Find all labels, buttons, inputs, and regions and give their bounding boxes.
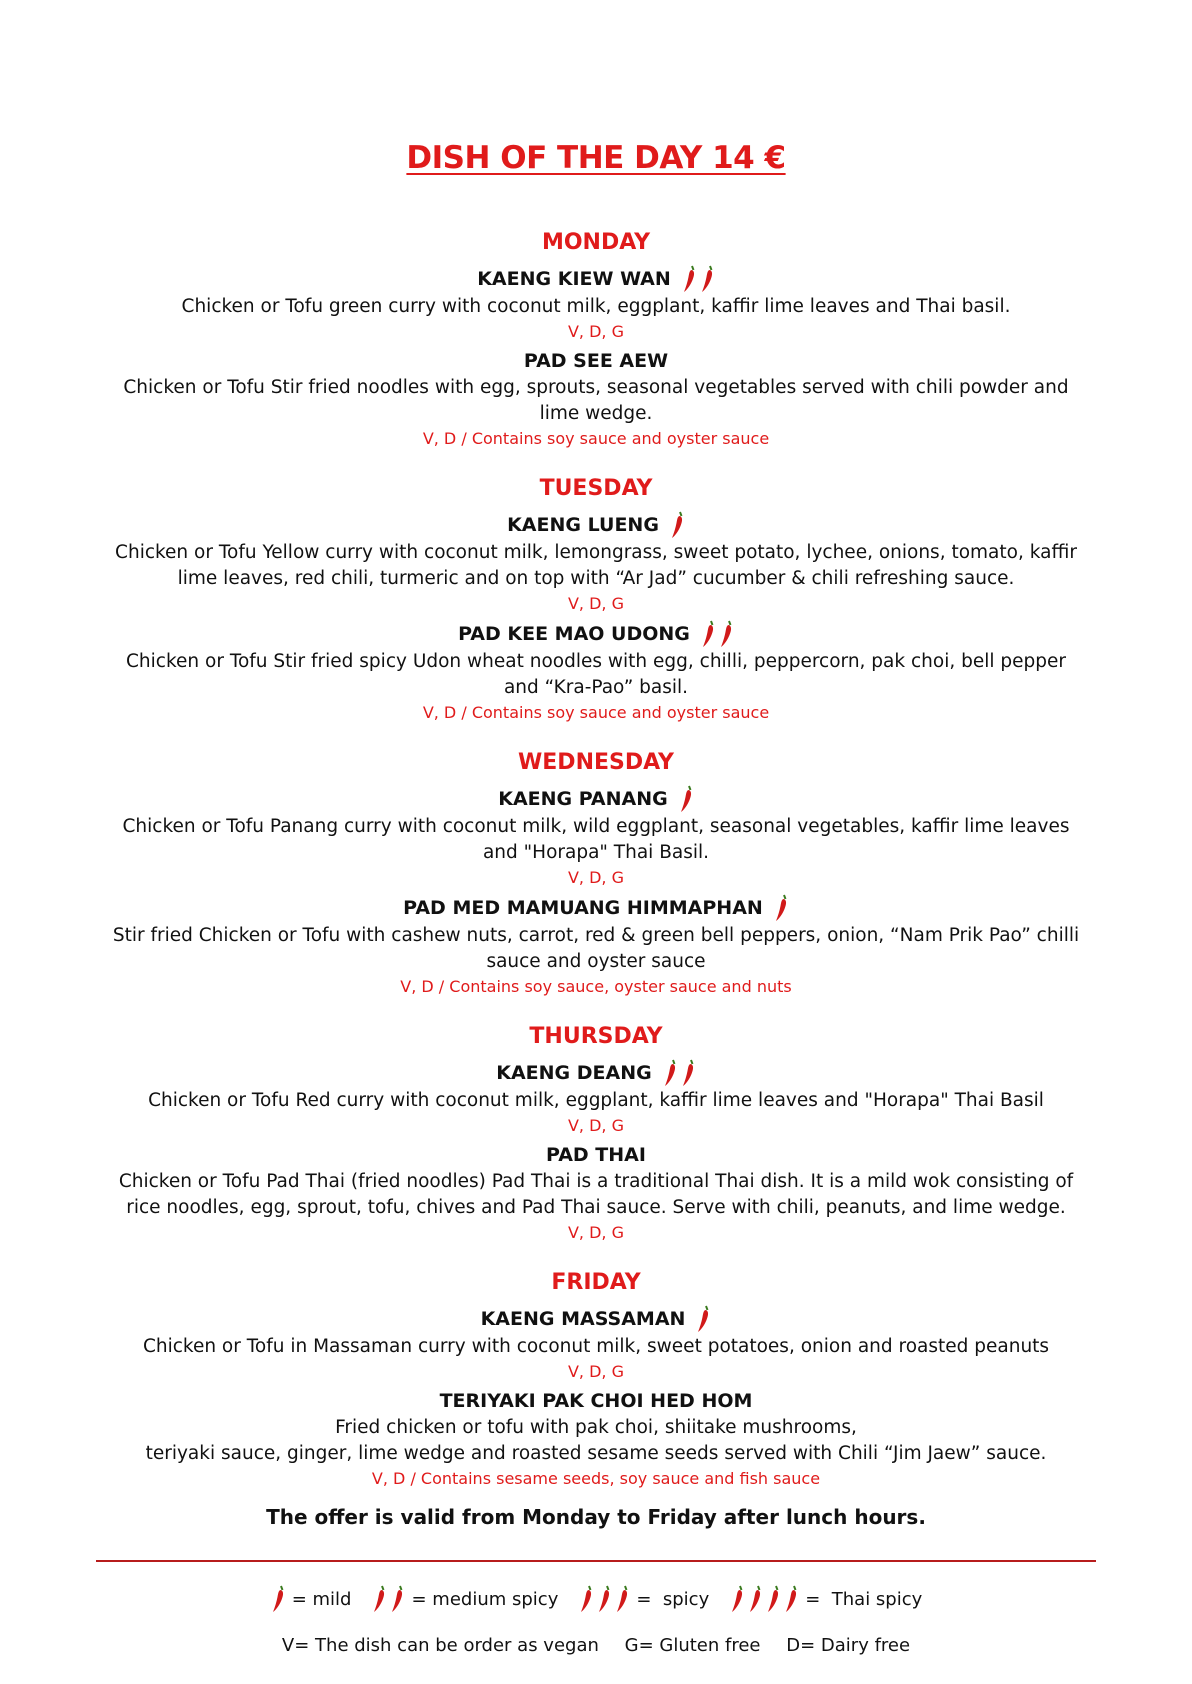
chili-icon [681, 264, 697, 294]
page-title: DISH OF THE DAY 14 € [406, 140, 786, 176]
spice-level [669, 510, 685, 540]
allergen-key [0, 1635, 1192, 1656]
legend-item [578, 1584, 709, 1614]
dairy-key: D= Dairy free [786, 1635, 911, 1656]
dish-description: Chicken or Tofu Stir fried spicy Udon wheat noodles with egg, chilli, peppercorn, pak choi, bell pepper and “Kra-Pao” basil. [126, 651, 1066, 698]
day-heading: MONDAY [541, 230, 651, 255]
dish-allergens: V, D, G [567, 594, 624, 613]
dish-description: Chicken or Tofu Pad Thai (fried noodles) Pad Thai is a traditional Thai dish. It is a mild wok consisting of rice noodles, egg, sprout, tofu, chives and Pad Thai sauce. Serve with chili, peanuts, and lime wedge. [118, 1171, 1074, 1218]
dish-description: Chicken or Tofu Red curry with coconut milk, eggplant, kaffir lime leaves and "Horapa" Thai Basil [148, 1090, 1044, 1111]
day-section [100, 748, 1092, 998]
dish-description: Chicken or Tofu Stir fried noodles with egg, sprouts, seasonal vegetables served with chili powder and lime wedge. [123, 377, 1069, 424]
spice-level [695, 1304, 711, 1334]
legend-label: = mild [291, 1588, 352, 1610]
dish-name: PAD MED MAMUANG HIMMAPHAN [403, 897, 763, 919]
chili-icon [783, 1584, 799, 1614]
dish-description: Chicken or Tofu Panang curry with coconut milk, wild eggplant, seasonal vegetables, kaffir lime leaves and "Horapa" Thai Basil. [122, 816, 1070, 863]
dish-description: Chicken or Tofu in Massaman curry with coconut milk, sweet potatoes, onion and roasted peanuts [142, 1336, 1050, 1357]
chili-icon [389, 1584, 405, 1614]
chili-icon [371, 1584, 387, 1614]
chili-icon [718, 619, 734, 649]
dish-item [100, 347, 1092, 450]
dish-item [100, 1304, 1092, 1383]
chili-icon [678, 784, 694, 814]
weekly-menu [100, 228, 1092, 1494]
legend-item [729, 1584, 922, 1614]
day-section [100, 228, 1092, 450]
day-heading: THURSDAY [529, 1024, 663, 1049]
dish-item [100, 619, 1092, 724]
dish-name: PAD KEE MAO UDONG [458, 623, 690, 645]
dish-description: Fried chicken or tofu with pak choi, shiitake mushrooms, teriyaki sauce, ginger, lime wedge and roasted sesame seeds served with Chili “Jim Jaew” sauce. [145, 1417, 1047, 1464]
dish-allergens: V, D, G [567, 868, 624, 887]
dish-name: TERIYAKI PAK CHOI HED HOM [439, 1390, 753, 1412]
spice-level [773, 893, 789, 923]
chili-icon [747, 1584, 763, 1614]
dish-allergens: V, D, G [567, 322, 624, 341]
dish-allergens: V, D, G [567, 1116, 624, 1135]
day-section [100, 1268, 1092, 1490]
chili-icon [729, 1584, 745, 1614]
divider [96, 1560, 1096, 1562]
chili-icon [614, 1584, 630, 1614]
dish-name: KAENG PANANG [498, 788, 668, 810]
chili-icon [596, 1584, 612, 1614]
spice-legend [0, 1584, 1192, 1614]
legend-label: = spicy [636, 1588, 710, 1610]
dish-item [100, 784, 1092, 889]
dish-item [100, 264, 1092, 343]
dish-allergens: V, D, G [567, 1362, 624, 1381]
spice-level [729, 1584, 799, 1614]
chili-icon [700, 619, 716, 649]
spice-level [700, 619, 734, 649]
spice-level [678, 784, 694, 814]
chili-icon [578, 1584, 594, 1614]
dish-name: KAENG MASSAMAN [480, 1308, 686, 1330]
dish-description: Chicken or Tofu Yellow curry with coconut milk, lemongrass, sweet potato, lychee, onions, tomato, kaffir lime leaves, red chili, turmeric and on top with “Ar Jad” cucumber & chili refreshing sauce. [115, 542, 1077, 589]
chili-icon [662, 1058, 678, 1088]
dish-name: KAENG KIEW WAN [477, 268, 671, 290]
dish-name: KAENG DEANG [496, 1062, 652, 1084]
chili-icon [765, 1584, 781, 1614]
day-heading: FRIDAY [551, 1270, 641, 1295]
dish-description: Chicken or Tofu green curry with coconut milk, eggplant, kaffir lime leaves and Thai basil. [181, 296, 1011, 317]
dish-allergens: V, D / Contains soy sauce and oyster sauce [422, 703, 770, 722]
day-heading: TUESDAY [539, 476, 653, 501]
dish-allergens: V, D / Contains soy sauce and oyster sauce [422, 429, 770, 448]
dish-description: Stir fried Chicken or Tofu with cashew nuts, carrot, red & green bell peppers, onion, “Nam Prik Pao” chilli sauce and oyster sauce [112, 925, 1080, 972]
day-section [100, 1022, 1092, 1244]
dish-allergens: V, D, G [567, 1223, 624, 1242]
dish-name: KAENG LUENG [507, 514, 659, 536]
dish-allergens: V, D / Contains soy sauce, oyster sauce and nuts [400, 977, 792, 996]
legend-label: = medium spicy [411, 1588, 559, 1610]
chili-icon [773, 893, 789, 923]
dish-item [100, 1387, 1092, 1490]
legend-label: = Thai spicy [805, 1588, 923, 1610]
spice-level [662, 1058, 696, 1088]
chili-icon [680, 1058, 696, 1088]
dish-item [100, 510, 1092, 615]
dish-item [100, 1058, 1092, 1137]
chili-icon [695, 1304, 711, 1334]
legend-item [270, 1584, 352, 1614]
dish-name: PAD THAI [546, 1144, 646, 1166]
vegan-key: V= The dish can be order as vegan [281, 1635, 599, 1656]
dish-name: PAD SEE AEW [523, 350, 669, 372]
dish-allergens: V, D / Contains sesame seeds, soy sauce and fish sauce [371, 1469, 821, 1488]
spice-level [578, 1584, 630, 1614]
day-section [100, 474, 1092, 724]
spice-level [270, 1584, 286, 1614]
chili-icon [699, 264, 715, 294]
offer-note: The offer is valid from Monday to Friday after lunch hours. [266, 1505, 926, 1529]
chili-icon [270, 1584, 286, 1614]
dish-item [100, 893, 1092, 998]
chili-icon [669, 510, 685, 540]
spice-level [681, 264, 715, 294]
legend-item [371, 1584, 558, 1614]
gluten-key: G= Gluten free [624, 1635, 761, 1656]
spice-level [371, 1584, 405, 1614]
dish-item [100, 1141, 1092, 1244]
day-heading: WEDNESDAY [518, 750, 674, 775]
